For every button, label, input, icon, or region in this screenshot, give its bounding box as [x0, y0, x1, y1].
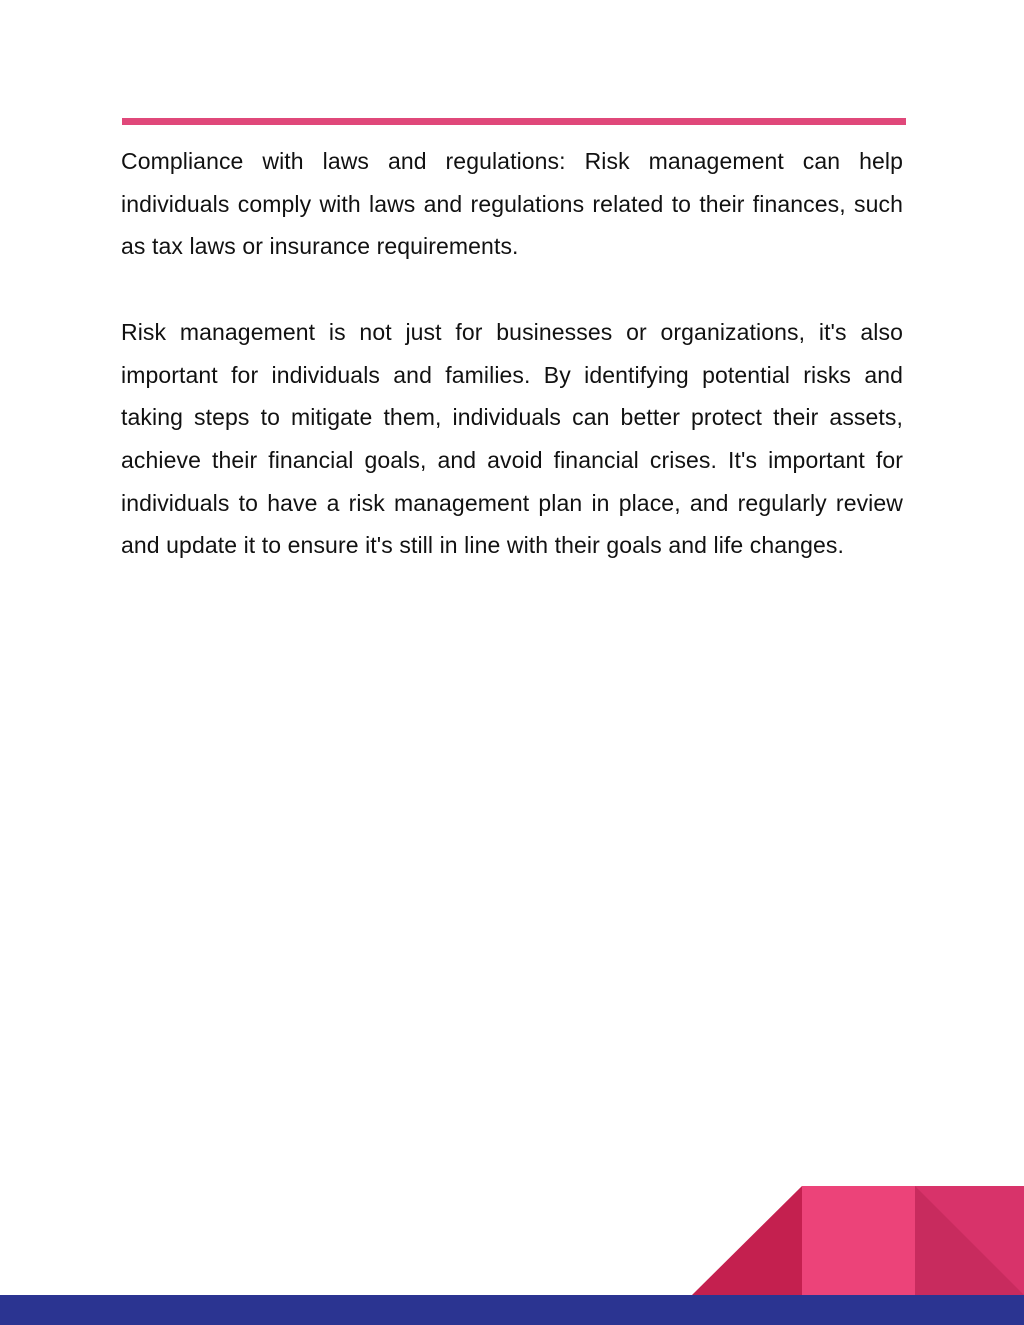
footer-block-middle: [802, 1186, 915, 1295]
header-accent-rule: [122, 118, 906, 125]
paragraph-risk-management-summary: Risk management is not just for businesses or organizations, it's also important for individuals and families. By identifying potential risks and taking steps to mitigate them, individuals can better protect their assets, achieve their financial goals, and avoid financial crises. It's important for individuals to have a risk management plan in place, and regularly review and update it to ensure it's still in line with their goals and life changes.: [121, 318, 903, 559]
footer-triangle-left: [692, 1186, 802, 1295]
footer-fold-shading: [915, 1186, 1024, 1295]
footer-bar: [0, 1295, 1024, 1325]
document-body: [121, 140, 903, 567]
paragraph-compliance: Compliance with laws and regulations: Risk management can help individuals comply with laws and regulations related to their finances, such as tax laws or insurance requirements.: [121, 148, 903, 260]
footer-block-right: [915, 1186, 1024, 1295]
